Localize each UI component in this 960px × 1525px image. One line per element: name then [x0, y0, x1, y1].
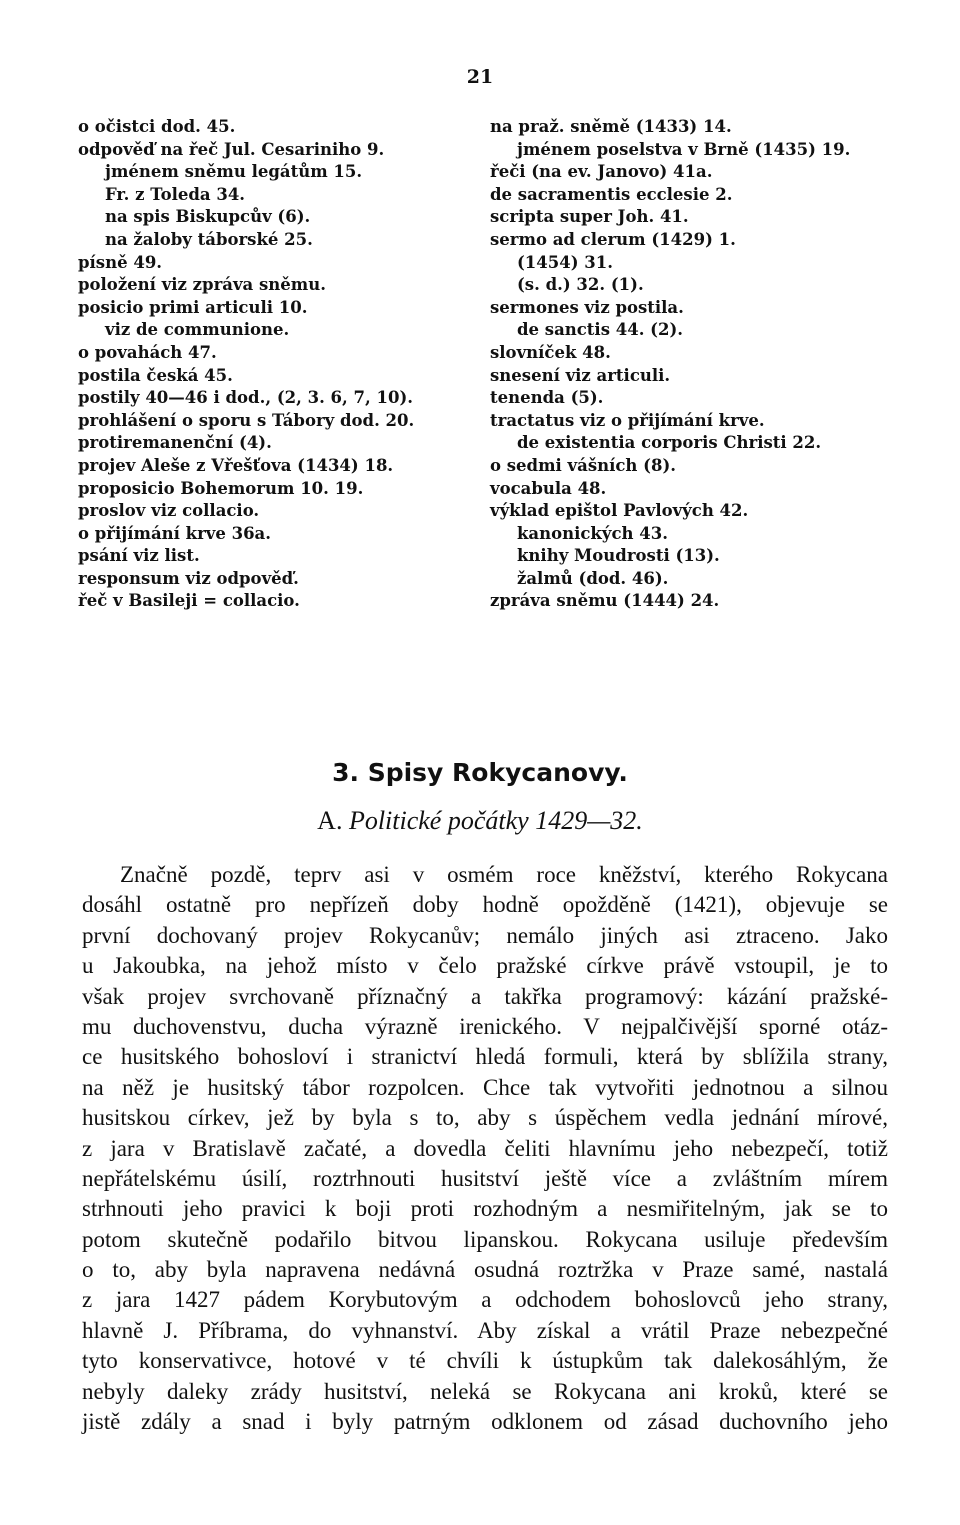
- index-entry: na praž. sněmě (1433) 14.: [490, 117, 732, 136]
- index-entry: posicio primi articuli 10.: [78, 297, 308, 317]
- section-heading: 3. Spisy Rokycanovy.: [332, 758, 628, 787]
- index-entry: knihy Moudrosti (13).: [517, 546, 720, 566]
- index-entry: prohlášení o sporu s Tábory dod. 20.: [78, 410, 415, 430]
- subheading-prefix: A.: [317, 806, 343, 835]
- index-entry: jménem sněmu legátům 15.: [105, 162, 363, 182]
- body-paragraph: [82, 860, 888, 1437]
- index-entry: postily 40—46 i dod., (2, 3. 6, 7, 10).: [78, 388, 414, 408]
- subheading: [0, 806, 960, 836]
- body-line: husitskou církev, jež by byla s to, aby s úspěchem vedla jednání mírové,: [82, 1105, 888, 1131]
- body-line: hlavně J. Příbrama, do vyhnanství. Aby získal a vrátil Praze nebezpečné: [82, 1317, 888, 1343]
- index-entry: (1454) 31.: [517, 252, 613, 272]
- index-entry: tractatus viz o přijímání krve.: [490, 410, 765, 430]
- body-line: strhnouti jeho pravici k boji proti rozhodným a nesmiřitelným, jak se to: [82, 1196, 888, 1222]
- index-column-right: [490, 116, 910, 613]
- body-line: z jara 1427 pádem Korybutovým a odchodem bohoslovců jeho strany,: [82, 1287, 888, 1313]
- index-entry: projev Aleše z Vřešťova (1434) 18.: [78, 455, 394, 475]
- index-entry: vocabula 48.: [490, 478, 607, 498]
- index-entry: (s. d.) 32. (1).: [517, 275, 644, 295]
- body-line: Značně pozdě, teprv asi v osmém roce kněžství, kterého Rokycana: [120, 862, 888, 887]
- index-entry: viz de communione.: [105, 320, 290, 340]
- index-entry: výklad epištol Pavlových 42.: [490, 501, 749, 521]
- body-line: z jara v Bratislavě začaté, a dovedla čeliti hlavnímu jeho nebezpečí, totiž: [82, 1135, 888, 1161]
- index-entry: de sanctis 44. (2).: [517, 320, 684, 340]
- index-entry: slovníček 48.: [490, 342, 611, 362]
- index-entry: Fr. z Toleda 34.: [105, 184, 246, 204]
- index-entry: psání viz list.: [78, 546, 200, 566]
- body-line: dosáhl ostatně pro nepřízeň doby hodně opožděně (1421), objevuje se: [82, 892, 888, 918]
- index-entry: postila česká 45.: [78, 365, 233, 385]
- body-line: nebyly daleky zrády husitství, neleká se Rokycana ani kroků, které se: [82, 1378, 888, 1404]
- body-line: u Jakoubka, na jehož místo v čelo pražské církve právě vstoupil, je to: [82, 953, 888, 979]
- index-entry: responsum viz odpověď.: [78, 568, 299, 588]
- subheading-title: Politické počátky 1429—32.: [348, 806, 643, 835]
- body-line: ce husitského bohosloví i stranictví hledá formuli, která by sblížila strany,: [82, 1044, 888, 1070]
- index-entry: tenenda (5).: [490, 388, 604, 408]
- index-entry: řeči (na ev. Janovo) 41a.: [490, 162, 713, 182]
- index-column-left: [78, 116, 478, 613]
- body-line: potom skutečně podařilo bitvou lipanskou. Rokycana usiluje především: [82, 1226, 888, 1252]
- index-entry: scripta super Joh. 41.: [490, 207, 689, 227]
- index-entry: proslov viz collacio.: [78, 501, 260, 521]
- body-line: mu duchovenstvu, ducha výrazně irenického. V nejpalčivější sporné otáz-: [82, 1013, 888, 1039]
- index-entry: kanonických 43.: [517, 523, 668, 543]
- body-line: o to, aby byla napravena nedávná osudná roztržka v Praze samé, nastalá: [82, 1257, 888, 1283]
- index-entry: žalmů (dod. 46).: [517, 568, 669, 588]
- body-line: nepřátelskému úsilí, roztrhnouti husitství ještě více a zvláštním mírem: [82, 1165, 888, 1191]
- index-entry: odpověď na řeč Jul. Cesariniho 9.: [78, 139, 385, 159]
- index-entry: o přijímání krve 36a.: [78, 523, 271, 543]
- body-line: však projev svrchovaně příznačný a takřka programový: kázání pražské-: [82, 983, 888, 1009]
- index-entry: o povahách 47.: [78, 342, 217, 362]
- index-entry: řeč v Basileji = collacio.: [78, 591, 300, 611]
- index-entry: snesení viz articuli.: [490, 365, 671, 385]
- index-entry: sermones viz postila.: [490, 297, 684, 317]
- index-entry: proposicio Bohemorum 10. 19.: [78, 478, 364, 498]
- index-entry: o očistci dod. 45.: [78, 117, 236, 136]
- index-entry: na spis Biskupcův (6).: [105, 207, 311, 227]
- index-entry: de sacramentis ecclesie 2.: [490, 184, 733, 204]
- index-entry: jménem poselstva v Brně (1435) 19.: [517, 139, 851, 159]
- body-line: jistě zdály a snad i byly patrným odklonem od zásad duchovního jeho: [82, 1409, 888, 1435]
- index-entry: na žaloby táborské 25.: [105, 229, 313, 249]
- index-entry: písně 49.: [78, 252, 163, 272]
- index-entry: položení viz zpráva sněmu.: [78, 275, 326, 295]
- body-line: první dochovaný projev Rokycanův; nemálo jiných asi ztraceno. Jako: [82, 922, 888, 948]
- body-line: na něž je husitský tábor rozpolcen. Chce tak vytvořiti jednotnou a silnou: [82, 1074, 888, 1100]
- index-entry: zpráva sněmu (1444) 24.: [490, 591, 720, 611]
- body-line: tyto konservativce, hotové v té chvíli k ústupkům tak dalekosáhlým, že: [82, 1348, 888, 1374]
- index-entry: de existentia corporis Christi 22.: [517, 433, 822, 453]
- page-number: 21: [466, 66, 494, 88]
- index-entry: sermo ad clerum (1429) 1.: [490, 229, 736, 249]
- index-entry: protiremanenční (4).: [78, 433, 272, 453]
- index-entry: o sedmi vášních (8).: [490, 455, 677, 475]
